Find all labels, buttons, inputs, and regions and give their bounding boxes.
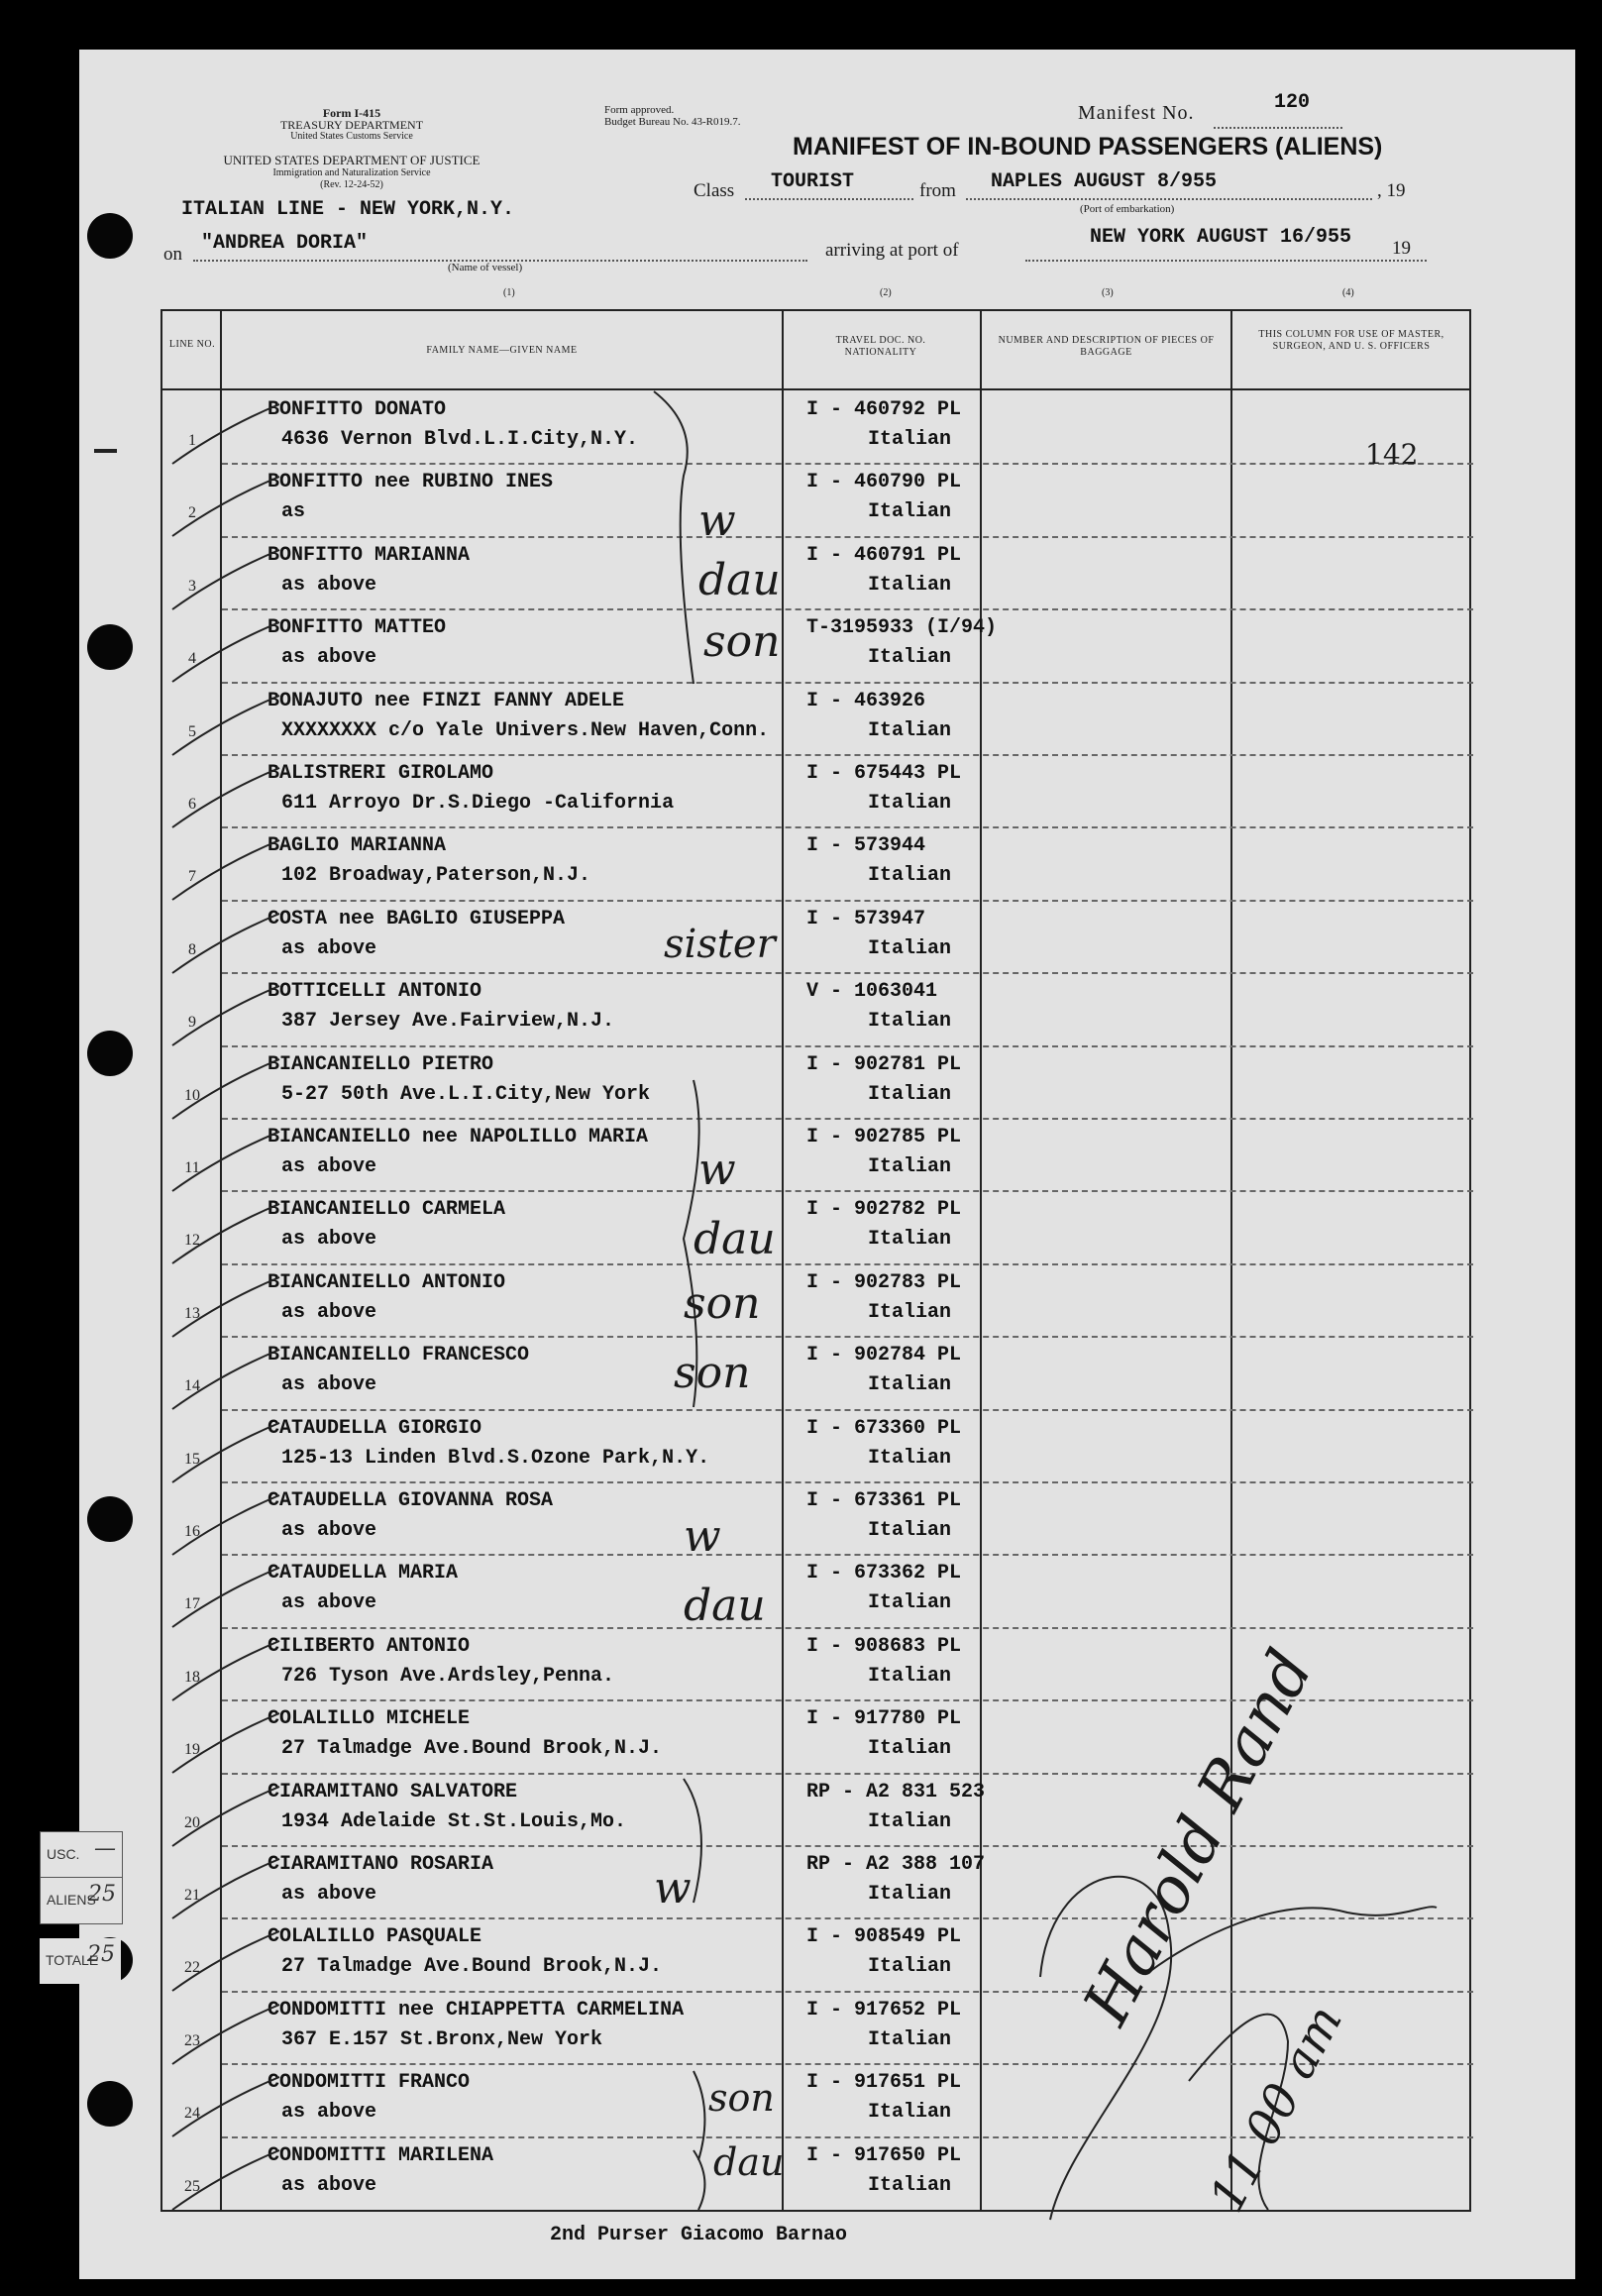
nationality: Italian	[868, 2027, 952, 2051]
passenger-address: 1934 Adelaide St.St.Louis,Mo.	[281, 1809, 627, 1833]
col-officers: THIS COLUMN FOR USE OF MASTER, SURGEON, AND U. S. OFFICERS	[1258, 329, 1444, 352]
travel-doc-number: I - 902784 PL	[806, 1344, 962, 1367]
passenger-address: as above	[281, 573, 377, 597]
relation-son-note-3: son	[674, 1348, 751, 1398]
travel-doc-number: I - 908683 PL	[806, 1634, 962, 1658]
line-number: 7	[188, 868, 196, 886]
travel-doc-number: I - 917650 PL	[806, 2143, 962, 2167]
passenger-name: BALISTRERI GIROLAMO	[267, 762, 494, 785]
travel-doc-number: I - 460791 PL	[806, 543, 962, 567]
on-label: on	[163, 244, 182, 265]
travel-doc-number: I - 908549 PL	[806, 1925, 962, 1949]
line-number: 3	[188, 577, 196, 595]
passenger-address: as above	[281, 2173, 377, 2197]
line-number: 10	[184, 1086, 200, 1104]
relation-wife-note-4: w	[654, 1863, 692, 1913]
passenger-address: 5-27 50th Ave.L.I.City,New York	[281, 1082, 651, 1106]
line-number: 22	[184, 1959, 200, 1977]
nationality: Italian	[868, 1228, 952, 1252]
relation-daughter-note-3: dau	[684, 1581, 766, 1631]
passenger-address: 125-13 Linden Blvd.S.Ozone Park,N.Y.	[281, 1446, 710, 1470]
nationality: Italian	[868, 2173, 952, 2197]
passenger-address: as above	[281, 646, 377, 670]
manifest-number: 120	[1274, 91, 1311, 114]
manifest-label: Manifest No.	[1078, 102, 1195, 124]
col-index-2: (2)	[880, 287, 892, 298]
port-embark-caption: (Port of embarkation)	[1080, 203, 1175, 215]
line-number: 8	[188, 940, 196, 958]
relation-daughter-note-2: dau	[694, 1214, 776, 1264]
nationality: Italian	[868, 500, 952, 524]
nationality: Italian	[868, 1955, 952, 1979]
col-travel-doc: TRAVEL DOC. NO. NATIONALITY	[835, 335, 926, 358]
arrival-port: NEW YORK AUGUST 16/955	[1090, 226, 1352, 249]
tally-aliens: ALIENS 25	[40, 1877, 123, 1924]
nationality: Italian	[868, 1010, 952, 1034]
nationality: Italian	[868, 718, 952, 742]
passenger-address: XXXXXXXX c/o Yale Univers.New Haven,Conn.	[281, 718, 770, 742]
line-number: 4	[188, 650, 196, 668]
col-line-no: LINE NO.	[168, 339, 216, 350]
travel-doc-number: I - 917652 PL	[806, 1998, 962, 2022]
line-number: 16	[184, 1523, 200, 1540]
line-number: 23	[184, 2031, 200, 2049]
nationality: Italian	[868, 1737, 952, 1761]
travel-doc-number: I - 463926	[806, 689, 926, 712]
relation-son-note: son	[703, 616, 781, 667]
line-number: 24	[184, 2105, 200, 2123]
form-number: Form I-415	[322, 106, 381, 120]
passenger-address: as	[281, 500, 306, 524]
line-number: 17	[184, 1595, 200, 1613]
ins-service: Immigration and Naturalization Service	[272, 167, 431, 178]
bracket-mark	[654, 391, 694, 684]
line-number: 2	[188, 504, 196, 522]
passenger-name: CATAUDELLA GIORGIO	[267, 1416, 482, 1440]
passenger-name: BOTTICELLI ANTONIO	[267, 980, 482, 1004]
travel-doc-number: I - 902785 PL	[806, 1126, 962, 1148]
passenger-name: COSTA nee BAGLIO GIUSEPPA	[267, 907, 566, 930]
travel-doc-number: V - 1063041	[806, 980, 938, 1004]
embark-port: NAPLES AUGUST 8/955	[991, 170, 1218, 193]
nationality: Italian	[868, 864, 952, 888]
relation-sister-note: sister	[664, 922, 776, 967]
col-index-4: (4)	[1342, 287, 1354, 298]
relation-daughter-note-4: dau	[713, 2140, 785, 2184]
passenger-name: BONFITTO MARIANNA	[267, 543, 471, 567]
travel-doc-number: I - 673362 PL	[806, 1562, 962, 1585]
travel-doc-number: I - 902781 PL	[806, 1052, 962, 1076]
passenger-name: CATAUDELLA GIOVANNA ROSA	[267, 1489, 554, 1512]
line-number: 13	[184, 1304, 200, 1322]
nationality: Italian	[868, 2101, 952, 2125]
passenger-name: COLALILLO MICHELE	[267, 1707, 471, 1731]
passenger-name: BIANCANIELLO ANTONIO	[267, 1270, 506, 1294]
travel-doc-number: RP - A2 388 107	[806, 1853, 986, 1876]
col-baggage: NUMBER AND DESCRIPTION OF PIECES OF BAGGAGE	[998, 335, 1215, 358]
line-number: 19	[184, 1741, 200, 1759]
passenger-name: BONFITTO DONATO	[267, 398, 447, 421]
class-label: Class	[694, 180, 735, 201]
passenger-name: BAGLIO MARIANNA	[267, 834, 447, 858]
justice-dept: UNITED STATES DEPARTMENT OF JUSTICE	[223, 153, 481, 167]
passenger-address: as above	[281, 1591, 377, 1615]
relation-wife-note-2: w	[698, 1145, 736, 1195]
passenger-address: 102 Broadway,Paterson,N.J.	[281, 864, 591, 888]
travel-doc-number: RP - A2 831 523	[806, 1780, 986, 1804]
nationality: Italian	[868, 1155, 952, 1178]
line-number: 11	[184, 1159, 200, 1176]
travel-doc-number: I - 673360 PL	[806, 1416, 962, 1440]
passenger-name: CIARAMITANO ROSARIA	[267, 1853, 494, 1876]
passenger-name: BIANCANIELLO PIETRO	[267, 1052, 494, 1076]
arriving-label: arriving at port of	[825, 240, 959, 261]
officer-count: 142	[1365, 438, 1419, 471]
passenger-name: BIANCANIELLO nee NAPOLILLO MARIA	[267, 1126, 649, 1148]
class-value: TOURIST	[771, 170, 855, 193]
passenger-name: CIARAMITANO SALVATORE	[267, 1780, 518, 1804]
arrival-year: 19	[1392, 238, 1411, 259]
passenger-address: as above	[281, 1373, 377, 1397]
col-family-name: FAMILY NAME—GIVEN NAME	[426, 345, 578, 356]
passenger-address: 387 Jersey Ave.Fairview,N.J.	[281, 1010, 615, 1034]
nationality: Italian	[868, 936, 952, 960]
manifest-title: MANIFEST OF IN-BOUND PASSENGERS (ALIENS)	[793, 133, 1383, 161]
line-number: 14	[184, 1377, 200, 1395]
purser-name: 2nd Purser Giacomo Barnao	[550, 2224, 848, 2246]
travel-doc-number: I - 460790 PL	[806, 471, 962, 494]
vessel-name: "ANDREA DORIA"	[201, 232, 369, 255]
nationality: Italian	[868, 1591, 952, 1615]
line-number: 5	[188, 722, 196, 740]
travel-doc-number: I - 675443 PL	[806, 762, 962, 785]
nationality: Italian	[868, 573, 952, 597]
nationality: Italian	[868, 1664, 952, 1688]
inspector-signature: Harold Rand	[1070, 1638, 1329, 2036]
treasury-dept: TREASURY DEPARTMENT	[279, 118, 424, 132]
line-number: 18	[184, 1668, 200, 1686]
relation-son-note-2: son	[684, 1278, 761, 1329]
budget-bureau: Budget Bureau No. 43-R019.7.	[604, 116, 741, 128]
travel-doc-number: I - 573947	[806, 907, 926, 930]
nationality: Italian	[868, 1446, 952, 1470]
travel-doc-number: I - 673361 PL	[806, 1489, 962, 1512]
relation-son-note-4: son	[708, 2076, 775, 2120]
passenger-name: BIANCANIELLO CARMELA	[267, 1198, 506, 1222]
nationality: Italian	[868, 1519, 952, 1542]
col-index-1: (1)	[503, 287, 515, 298]
travel-doc-number: I - 902783 PL	[806, 1270, 962, 1294]
customs-service: United States Customs Service	[290, 131, 413, 142]
passenger-name: CATAUDELLA MARIA	[267, 1562, 459, 1585]
line-number: 21	[184, 1887, 200, 1904]
passenger-address: as above	[281, 1300, 377, 1324]
tally-usc: USC. —	[40, 1831, 123, 1879]
passenger-name: CILIBERTO ANTONIO	[267, 1634, 471, 1658]
nationality: Italian	[868, 1809, 952, 1833]
travel-doc-number: I - 460792 PL	[806, 398, 962, 421]
passenger-address: 726 Tyson Ave.Ardsley,Penna.	[281, 1664, 615, 1688]
travel-doc-number: I - 902782 PL	[806, 1198, 962, 1222]
line-number: 20	[184, 1813, 200, 1831]
line-number: 6	[188, 796, 196, 813]
passenger-name: CONDOMITTI MARILENA	[267, 2143, 494, 2167]
relation-wife-note-3: w	[684, 1511, 721, 1562]
line-number: 12	[184, 1232, 200, 1250]
from-label: from	[919, 180, 956, 201]
passenger-address: as above	[281, 1519, 377, 1542]
line-number: 1	[188, 432, 196, 449]
relation-wife-note: w	[698, 495, 736, 546]
passenger-address: as above	[281, 936, 377, 960]
passenger-address: 4636 Vernon Blvd.L.I.City,N.Y.	[281, 428, 639, 451]
tally-total: TOTALE 25	[40, 1938, 121, 1984]
passenger-name: COLALILLO PASQUALE	[267, 1925, 482, 1949]
passenger-name: CONDOMITTI nee CHIAPPETTA CARMELINA	[267, 1998, 685, 2022]
line-number: 15	[184, 1450, 200, 1468]
nationality: Italian	[868, 428, 952, 451]
vessel-caption: (Name of vessel)	[448, 262, 523, 273]
passenger-address: as above	[281, 1228, 377, 1252]
line-number: 9	[188, 1014, 196, 1032]
passenger-name: CONDOMITTI FRANCO	[267, 2071, 471, 2095]
relation-daughter-note: dau	[698, 555, 781, 605]
travel-doc-number: I - 573944	[806, 834, 926, 858]
nationality: Italian	[868, 1300, 952, 1324]
passenger-name: BONAJUTO nee FINZI FANNY ADELE	[267, 689, 625, 712]
nationality: Italian	[868, 1082, 952, 1106]
passenger-name: BONFITTO MATTEO	[267, 616, 447, 640]
passenger-address: as above	[281, 1883, 377, 1906]
passenger-address: 611 Arroyo Dr.S.Diego -California	[281, 792, 675, 815]
nationality: Italian	[868, 792, 952, 815]
year-label: , 19	[1377, 180, 1406, 201]
travel-doc-number: I - 917780 PL	[806, 1707, 962, 1731]
passenger-name: BIANCANIELLO FRANCESCO	[267, 1344, 530, 1367]
travel-doc-number: I - 917651 PL	[806, 2071, 962, 2095]
line-number: 25	[184, 2177, 200, 2195]
passenger-address: 27 Talmadge Ave.Bound Brook,N.J.	[281, 1955, 663, 1979]
passenger-address: 27 Talmadge Ave.Bound Brook,N.J.	[281, 1737, 663, 1761]
passenger-name: BONFITTO nee RUBINO INES	[267, 471, 554, 494]
passenger-address: as above	[281, 2101, 377, 2125]
col-index-3: (3)	[1102, 287, 1114, 298]
shipping-line: ITALIAN LINE - NEW YORK,N.Y.	[181, 198, 515, 221]
nationality: Italian	[868, 1373, 952, 1397]
form-revision: (Rev. 12-24-52)	[320, 179, 383, 190]
nationality: Italian	[868, 1883, 952, 1906]
travel-doc-number: T-3195933 (I/94)	[806, 616, 998, 640]
nationality: Italian	[868, 646, 952, 670]
form-approved: Form approved.	[604, 104, 675, 116]
passenger-address: 367 E.157 St.Bronx,New York	[281, 2027, 603, 2051]
passenger-address: as above	[281, 1155, 377, 1178]
inspection-time: 11 00 am	[1199, 1996, 1353, 2222]
